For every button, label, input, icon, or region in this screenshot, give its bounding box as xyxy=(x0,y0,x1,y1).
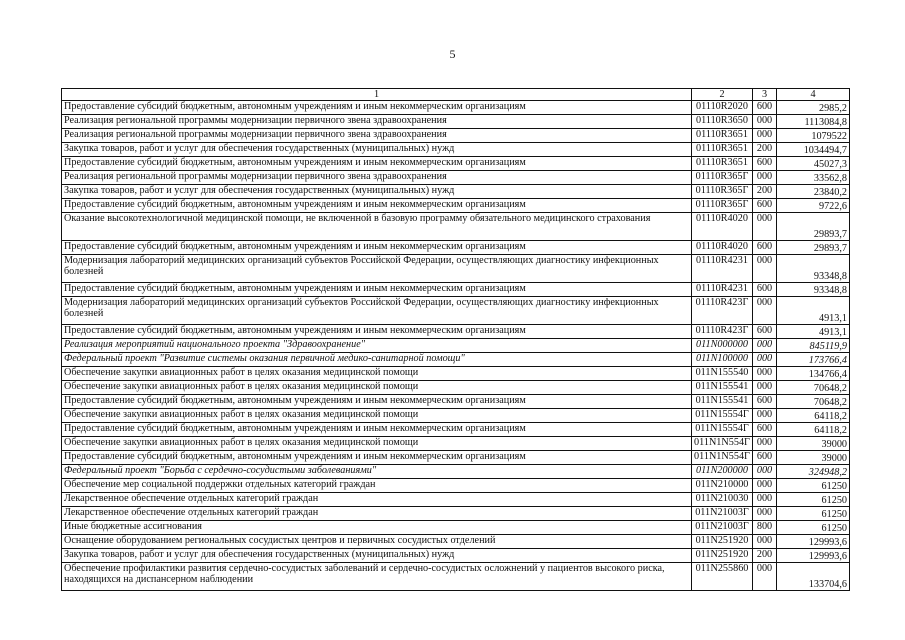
row-name: Реализация региональной программы модернизации первичного звена здравоохранения xyxy=(62,115,692,129)
row-code: 01110R365Г xyxy=(692,199,753,213)
row-name: Оказание высокотехнологичной медицинской помощи, не включенной в базовую программу обязательного медицинского страхования xyxy=(62,213,692,241)
row-code: 01110R365Г xyxy=(692,171,753,185)
row-kvr: 000 xyxy=(753,437,777,451)
table-row xyxy=(62,367,850,381)
row-kvr: 600 xyxy=(753,423,777,437)
row-name: Предоставление субсидий бюджетным, автономным учреждениям и иным некоммерческим организациям xyxy=(62,283,692,297)
row-code: 011N200000 xyxy=(692,465,753,479)
row-name: Реализация мероприятий национального проекта "Здравоохранение" xyxy=(62,339,692,353)
table-row xyxy=(62,451,850,465)
row-name: Обеспечение закупки авиационных работ в целях оказания медицинской помощи xyxy=(62,367,692,381)
row-amount: 61250 xyxy=(777,479,850,493)
row-amount: 29893,7 xyxy=(777,213,850,241)
row-name: Обеспечение закупки авиационных работ в целях оказания медицинской помощи xyxy=(62,437,692,451)
row-kvr: 200 xyxy=(753,185,777,199)
row-code: 01110R3651 xyxy=(692,157,753,171)
header-col-2: 2 xyxy=(692,89,753,101)
row-kvr: 000 xyxy=(753,479,777,493)
row-kvr: 000 xyxy=(753,409,777,423)
row-kvr: 000 xyxy=(753,213,777,241)
row-name: Предоставление субсидий бюджетным, автономным учреждениям и иным некоммерческим организациям xyxy=(62,199,692,213)
table-row xyxy=(62,535,850,549)
row-amount: 133704,6 xyxy=(777,563,850,591)
row-kvr: 600 xyxy=(753,157,777,171)
row-name: Обеспечение закупки авиационных работ в целях оказания медицинской помощи xyxy=(62,381,692,395)
row-amount: 129993,6 xyxy=(777,535,850,549)
row-amount: 2985,2 xyxy=(777,101,850,115)
row-name: Предоставление субсидий бюджетным, автономным учреждениям и иным некоммерческим организациям xyxy=(62,451,692,465)
row-code: 011N251920 xyxy=(692,535,753,549)
budget-table xyxy=(61,88,850,591)
row-name: Предоставление субсидий бюджетным, автономным учреждениям и иным некоммерческим организациям xyxy=(62,423,692,437)
row-name: Лекарственное обеспечение отдельных категорий граждан xyxy=(62,493,692,507)
table-row xyxy=(62,255,850,283)
row-name: Обеспечение мер социальной поддержки отдельных категорий граждан xyxy=(62,479,692,493)
row-code: 01110R4231 xyxy=(692,255,753,283)
row-amount: 93348,8 xyxy=(777,283,850,297)
row-kvr: 000 xyxy=(753,171,777,185)
row-name: Реализация региональной программы модернизации первичного звена здравоохранения xyxy=(62,171,692,185)
table-row xyxy=(62,395,850,409)
table-row xyxy=(62,297,850,325)
row-amount: 173766,4 xyxy=(777,353,850,367)
row-amount: 4913,1 xyxy=(777,325,850,339)
row-amount: 4913,1 xyxy=(777,297,850,325)
row-kvr: 000 xyxy=(753,339,777,353)
row-name: Оснащение оборудованием региональных сосудистых центров и первичных сосудистых отделений xyxy=(62,535,692,549)
row-code: 01110R423Г xyxy=(692,297,753,325)
table-row xyxy=(62,325,850,339)
row-amount: 70648,2 xyxy=(777,395,850,409)
table-row xyxy=(62,423,850,437)
row-code: 01110R3650 xyxy=(692,115,753,129)
table-row xyxy=(62,101,850,115)
table-row xyxy=(62,199,850,213)
row-amount: 61250 xyxy=(777,521,850,535)
row-amount: 93348,8 xyxy=(777,255,850,283)
row-code: 01110R423Г xyxy=(692,325,753,339)
row-kvr: 000 xyxy=(753,381,777,395)
row-kvr: 000 xyxy=(753,367,777,381)
row-code: 01110R4020 xyxy=(692,213,753,241)
row-code: 011N1N554Г xyxy=(692,451,753,465)
row-amount: 45027,3 xyxy=(777,157,850,171)
row-amount: 134766,4 xyxy=(777,367,850,381)
row-kvr: 600 xyxy=(753,395,777,409)
page-number: 5 xyxy=(449,47,456,61)
row-kvr: 600 xyxy=(753,241,777,255)
row-code: 01110R365Г xyxy=(692,185,753,199)
table-row xyxy=(62,563,850,591)
row-code: 011N15554Г xyxy=(692,423,753,437)
row-kvr: 600 xyxy=(753,283,777,297)
row-amount: 64118,2 xyxy=(777,409,850,423)
row-amount: 1079522 xyxy=(777,129,850,143)
row-code: 011N21003Г xyxy=(692,507,753,521)
row-code: 011N15554Г xyxy=(692,409,753,423)
table-row xyxy=(62,465,850,479)
table-row xyxy=(62,493,850,507)
header-col-1: 1 xyxy=(62,89,692,101)
row-kvr: 000 xyxy=(753,465,777,479)
table-row xyxy=(62,115,850,129)
table-header-row xyxy=(62,89,850,101)
row-amount: 39000 xyxy=(777,451,850,465)
table-row xyxy=(62,213,850,241)
row-kvr: 000 xyxy=(753,563,777,591)
row-kvr: 600 xyxy=(753,325,777,339)
row-name: Предоставление субсидий бюджетным, автономным учреждениям и иным некоммерческим организациям xyxy=(62,325,692,339)
row-code: 01110R2020 xyxy=(692,101,753,115)
row-name: Закупка товаров, работ и услуг для обеспечения государственных (муниципальных) нужд xyxy=(62,143,692,157)
row-name: Закупка товаров, работ и услуг для обеспечения государственных (муниципальных) нужд xyxy=(62,185,692,199)
row-name: Предоставление субсидий бюджетным, автономным учреждениям и иным некоммерческим организациям xyxy=(62,157,692,171)
header-col-3: 3 xyxy=(753,89,777,101)
row-code: 011N251920 xyxy=(692,549,753,563)
table-row xyxy=(62,381,850,395)
row-name: Модернизация лабораторий медицинских организаций субъектов Российской Федерации, осуществляющих диагностику инфекционных болезней xyxy=(62,255,692,283)
row-amount: 70648,2 xyxy=(777,381,850,395)
row-kvr: 600 xyxy=(753,199,777,213)
row-kvr: 000 xyxy=(753,129,777,143)
row-code: 01110R3651 xyxy=(692,143,753,157)
row-kvr: 000 xyxy=(753,255,777,283)
row-amount: 39000 xyxy=(777,437,850,451)
row-code: 01110R3651 xyxy=(692,129,753,143)
row-kvr: 000 xyxy=(753,507,777,521)
row-code: 011N155541 xyxy=(692,381,753,395)
table-row xyxy=(62,241,850,255)
row-name: Предоставление субсидий бюджетным, автономным учреждениям и иным некоммерческим организациям xyxy=(62,241,692,255)
table-row xyxy=(62,185,850,199)
row-code: 011N155540 xyxy=(692,367,753,381)
row-name: Обеспечение профилактики развития сердечно-сосудистых заболеваний и сердечно-сосудистых осложнений у пациентов высокого риска, находящихся на диспансерном наблюдении xyxy=(62,563,692,591)
row-name: Федеральный проект "Развитие системы оказания первичной медико-санитарной помощи" xyxy=(62,353,692,367)
row-amount: 845119,9 xyxy=(777,339,850,353)
row-code: 011N210030 xyxy=(692,493,753,507)
row-kvr: 000 xyxy=(753,535,777,549)
row-kvr: 200 xyxy=(753,143,777,157)
row-kvr: 000 xyxy=(753,297,777,325)
row-name: Закупка товаров, работ и услуг для обеспечения государственных (муниципальных) нужд xyxy=(62,549,692,563)
row-name: Предоставление субсидий бюджетным, автономным учреждениям и иным некоммерческим организациям xyxy=(62,101,692,115)
row-kvr: 000 xyxy=(753,115,777,129)
row-name: Обеспечение закупки авиационных работ в целях оказания медицинской помощи xyxy=(62,409,692,423)
row-amount: 1034494,7 xyxy=(777,143,850,157)
row-amount: 129993,6 xyxy=(777,549,850,563)
row-name: Федеральный проект "Борьба с сердечно-сосудистыми заболеваниями" xyxy=(62,465,692,479)
table-row xyxy=(62,549,850,563)
row-code: 011N21003Г xyxy=(692,521,753,535)
row-code: 011N255860 xyxy=(692,563,753,591)
row-amount: 324948,2 xyxy=(777,465,850,479)
row-amount: 61250 xyxy=(777,507,850,521)
row-kvr: 600 xyxy=(753,451,777,465)
row-amount: 64118,2 xyxy=(777,423,850,437)
table-row xyxy=(62,339,850,353)
row-name: Модернизация лабораторий медицинских организаций субъектов Российской Федерации, осуществляющих диагностику инфекционных болезней xyxy=(62,297,692,325)
row-name: Реализация региональной программы модернизации первичного звена здравоохранения xyxy=(62,129,692,143)
table-row xyxy=(62,283,850,297)
row-kvr: 000 xyxy=(753,353,777,367)
row-kvr: 600 xyxy=(753,101,777,115)
table-row xyxy=(62,129,850,143)
row-name: Лекарственное обеспечение отдельных категорий граждан xyxy=(62,507,692,521)
table-row xyxy=(62,157,850,171)
row-name: Иные бюджетные ассигнования xyxy=(62,521,692,535)
row-code: 011N000000 xyxy=(692,339,753,353)
table-row xyxy=(62,353,850,367)
row-code: 011N210000 xyxy=(692,479,753,493)
row-kvr: 800 xyxy=(753,521,777,535)
row-amount: 9722,6 xyxy=(777,199,850,213)
row-code: 011N155541 xyxy=(692,395,753,409)
row-kvr: 200 xyxy=(753,549,777,563)
row-amount: 1113084,8 xyxy=(777,115,850,129)
table-body xyxy=(62,101,850,591)
row-amount: 23840,2 xyxy=(777,185,850,199)
row-amount: 29893,7 xyxy=(777,241,850,255)
table-row xyxy=(62,409,850,423)
table-row xyxy=(62,143,850,157)
row-name: Предоставление субсидий бюджетным, автономным учреждениям и иным некоммерческим организациям xyxy=(62,395,692,409)
table-row xyxy=(62,521,850,535)
table-row xyxy=(62,507,850,521)
row-kvr: 000 xyxy=(753,493,777,507)
row-code: 011N1N554Г xyxy=(692,437,753,451)
table-row xyxy=(62,171,850,185)
row-code: 011N100000 xyxy=(692,353,753,367)
table-row xyxy=(62,437,850,451)
table-row xyxy=(62,479,850,493)
row-code: 01110R4231 xyxy=(692,283,753,297)
row-amount: 33562,8 xyxy=(777,171,850,185)
row-amount: 61250 xyxy=(777,493,850,507)
header-col-4: 4 xyxy=(777,89,850,101)
row-code: 01110R4020 xyxy=(692,241,753,255)
